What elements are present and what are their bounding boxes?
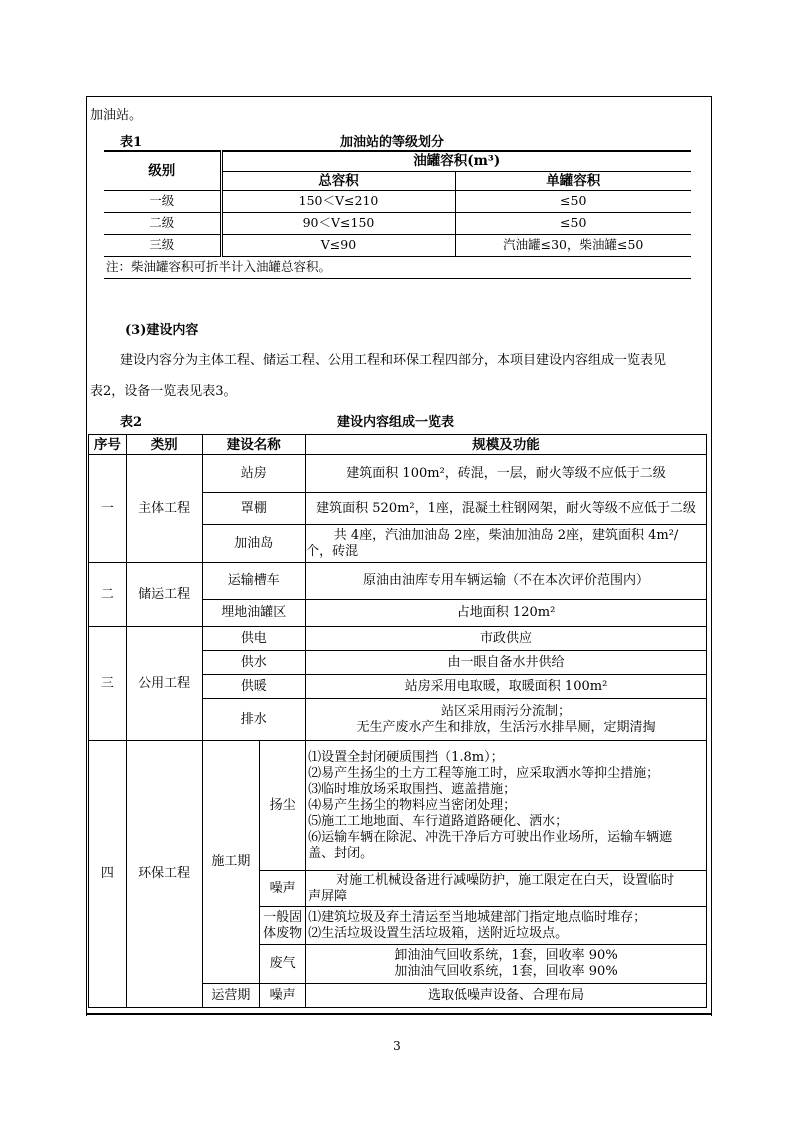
item-name	[260, 907, 306, 945]
table2-construction-content	[88, 434, 707, 1008]
measure-line: 声屏障	[308, 888, 348, 904]
table1-grade-classification	[104, 150, 691, 279]
table2-header-no: 序号	[89, 435, 127, 455]
section-paragraph-line2: 表2，设备一览表见表3。	[90, 384, 237, 399]
item-name: 扬尘	[260, 741, 306, 871]
item-spec: 建筑面积 100m²，砖混，一层，耐火等级不应低于二级	[306, 455, 707, 493]
item-name-line: 体废物	[263, 925, 303, 941]
item-name-line: 一般固	[263, 909, 303, 925]
item-spec: 原油由油库专用车辆运输（不在本次评价范围内）	[306, 563, 707, 600]
section-heading: (3)建设内容	[125, 323, 199, 338]
table1-label: 表1	[120, 135, 143, 150]
group-number: 三	[89, 627, 127, 741]
item-spec-line: 无生产废水产生和排放，生活污水排旱厕，定期清掏	[356, 719, 656, 735]
item-spec-line: 共 4座，汽油加油岛 2座，柴油加油岛 2座，建筑面积 4m²/	[333, 527, 679, 543]
group-category: 公用工程	[126, 627, 202, 741]
table1-row-total: 90＜V≤150	[221, 212, 455, 234]
item-name: 运输槽车	[202, 563, 306, 600]
item-spec	[306, 907, 707, 945]
table1-note: 注：柴油罐容积可折半计入油罐总容积。	[104, 256, 691, 278]
item-spec: 建筑面积 520m²，1座，混凝土柱钢网架，耐火等级不应低于二级	[306, 493, 707, 525]
item-spec-line: 个，砖混	[306, 543, 359, 559]
operation-period: 运营期	[202, 984, 260, 1008]
table1-header-single: 单罐容积	[455, 171, 691, 190]
intro-line: 加油站。	[90, 108, 143, 123]
measure-line: ⑵易产生扬尘的土方工程等施工时，应采取洒水等抑尘措施；	[308, 765, 660, 781]
measure-line: 盖、封闭。	[308, 845, 374, 861]
table1-title: 加油站的等级划分	[340, 135, 445, 150]
item-spec	[306, 699, 707, 741]
item-name: 噪声	[260, 984, 306, 1008]
measure-line: ⑹运输车辆在除泥、冲洗干净后方可驶出作业场所，运输车辆遮	[308, 829, 673, 845]
table2-label: 表2	[120, 415, 143, 430]
item-spec	[306, 525, 707, 563]
measure-line: 对施工机械设备进行减噪防护，施工限定在白天，设置临时	[336, 872, 675, 888]
item-name: 罩棚	[202, 493, 306, 525]
item-spec: 市政供应	[306, 627, 707, 651]
measure-line: 加油油气回收系统，1套，回收率 90%	[394, 964, 618, 979]
measure-line: ⑸施工工地地面、车行道路道路硬化、洒水；	[308, 813, 569, 829]
table1-row-level: 二级	[104, 212, 221, 234]
table1-row-single: 汽油罐≤30，柴油罐≤50	[455, 234, 691, 256]
measure-line: ⑵生活垃圾设置生活垃圾箱，送附近垃圾点。	[308, 925, 569, 941]
table1-row-level: 三级	[104, 234, 221, 256]
table1-row-single: ≤50	[455, 212, 691, 234]
section-paragraph-line1: 建设内容分为主体工程、储运工程、公用工程和环保工程四部分，本项目建设内容组成一览表见	[120, 353, 667, 368]
table1-header-capacity: 油罐容积(m³)	[221, 151, 691, 171]
item-spec: 占地面积 120m²	[306, 600, 707, 627]
item-name: 加油岛	[202, 525, 306, 563]
item-name: 供水	[202, 651, 306, 675]
page-frame-bottom-rule	[86, 1013, 712, 1015]
item-name: 站房	[202, 455, 306, 493]
construction-period: 施工期	[202, 741, 260, 984]
group-number: 四	[89, 741, 127, 1008]
group-number: 一	[89, 455, 127, 563]
table1-row-total: 150＜V≤210	[221, 190, 455, 212]
item-name: 供电	[202, 627, 306, 651]
measure-line: 卸油油气回收系统，1套，回收率 90%	[394, 948, 618, 963]
item-name: 噪声	[260, 871, 306, 907]
item-name: 废气	[260, 945, 306, 984]
table2-header-category: 类别	[126, 435, 202, 455]
item-name: 排水	[202, 699, 306, 741]
measure-line: ⑴设置全封闭硬质围挡（1.8m）；	[308, 749, 504, 765]
measure-line: ⑴建筑垃圾及弃土清运至当地城建部门指定地点临时堆存；	[308, 909, 647, 925]
page-number: 3	[393, 1039, 401, 1053]
table2-header-spec: 规模及功能	[306, 435, 707, 455]
item-spec	[306, 945, 707, 984]
item-spec: 由一眼自备水井供给	[306, 651, 707, 675]
table1-header-level: 级别	[104, 151, 221, 190]
table2-title: 建设内容组成一览表	[337, 415, 455, 430]
table2-header-name: 建设名称	[202, 435, 306, 455]
table1-row-total: V≤90	[221, 234, 455, 256]
dust-measures	[306, 741, 707, 871]
table1-row-single: ≤50	[455, 190, 691, 212]
group-number: 二	[89, 563, 127, 627]
group-category: 储运工程	[126, 563, 202, 627]
measure-line: ⑶临时堆放场采取围挡、遮盖措施；	[308, 781, 517, 797]
table1-header-total: 总容积	[221, 171, 455, 190]
table1-row-level: 一级	[104, 190, 221, 212]
group-category: 环保工程	[126, 741, 202, 1008]
item-spec-line: 站区采用雨污分流制；	[441, 703, 572, 719]
measure-line: ⑷易产生扬尘的物料应当密闭处理；	[308, 797, 517, 813]
item-name: 埋地油罐区	[202, 600, 306, 627]
item-spec: 选取低噪声设备、合理布局	[306, 984, 707, 1008]
item-spec: 站房采用电取暖，取暖面积 100m²	[306, 675, 707, 699]
group-category: 主体工程	[126, 455, 202, 563]
item-spec	[306, 871, 707, 907]
item-name: 供暖	[202, 675, 306, 699]
